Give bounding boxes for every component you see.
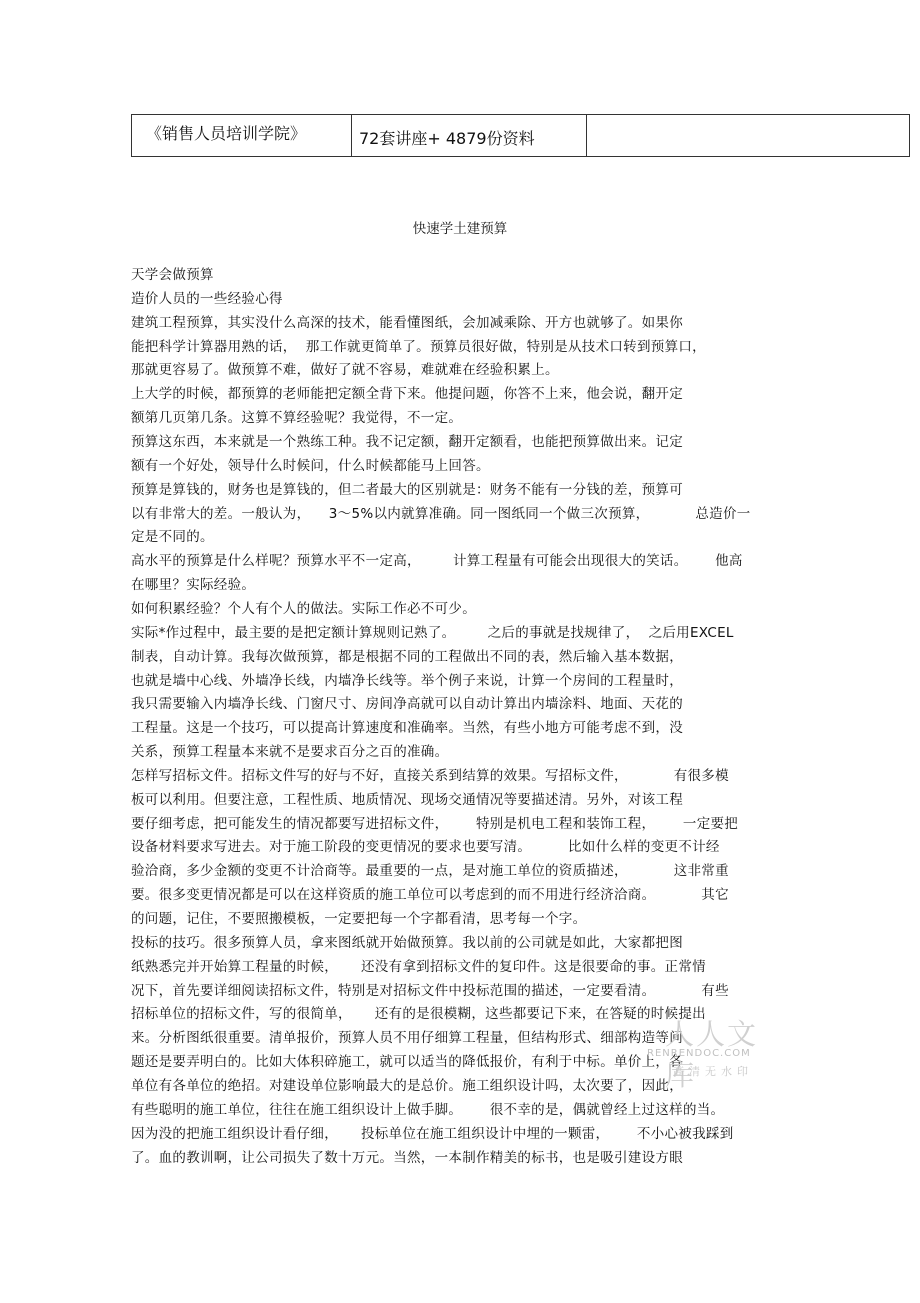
text-line: 以有非常大的差。一般认为， 3～5%以内就算准确。同一图纸同一个做三次预算， 总造价一 xyxy=(131,505,751,522)
text-line: 的问题，记住，不要照搬模板，一定要把每一个字都看清，思考每一个字。 xyxy=(131,911,587,927)
text-line: 额有一个好处，领导什么时候问，什么时候都能马上回答。 xyxy=(131,457,490,474)
document-title: 快速学土建预算 xyxy=(412,221,508,237)
text-line: 招标单位的招标文件，写的很简单， 还有的是很模糊，这些都要记下来，在答疑的时候提出 xyxy=(131,1006,706,1023)
text-line: 建筑工程预算，其实没什么高深的技术，能看懂图纸，会加减乘除、开方也就够了。如果你 xyxy=(131,314,683,331)
header-table xyxy=(131,114,910,157)
text-line: 预算是算钱的，财务也是算钱的，但二者最大的区别就是：财务不能有一分钱的差，预算可 xyxy=(131,481,683,498)
text-line: 在哪里？实际经验。 xyxy=(131,577,256,593)
text-line: 那就更容易了。做预算不难，做好了就不容易，难就难在经验积累上。 xyxy=(131,362,559,379)
text-line: 板可以利用。但要注意，工程性质、地质情况、现场交通情况等要描述清。另外，对该工程 xyxy=(131,791,683,808)
text-line: 也就是墙中心线、外墙净长线，内墙净长线等。举个例子来说，计算一个房间的工程量时， xyxy=(131,672,683,689)
text-line: 要仔细考虑，把可能发生的情况都要写进招标文件， 特别是机电工程和装饰工程， 一定要把 xyxy=(131,815,739,832)
text-line: 定是不同的。 xyxy=(131,529,214,546)
watermark-main-text: 人人文库 xyxy=(665,1017,759,1092)
text-line: 要。很多变更情况都是可以在这样资质的施工单位可以考虑到的而不用进行经济洽商。 其它 xyxy=(131,887,729,904)
watermark-url: RENRENDOC.COM xyxy=(647,1048,751,1059)
text-line: 况下，首先要详细阅读招标文件，特别是对招标文件中投标范围的描述，一定要看清。 有些 xyxy=(131,982,729,999)
text-line: 如何积累经验？个人有个人的做法。实际工作必不可少。 xyxy=(131,600,476,617)
text-line: 实际*作过程中，最主要的是把定额计算规则记熟了。 之后的事就是找规律了， 之后用EXCEL xyxy=(131,624,734,641)
text-line: 额第几页第几条。这算不算经验呢？我觉得，不一定。 xyxy=(131,410,463,427)
text-line: 我只需要输入内墙净长线、门窗尺寸、房间净高就可以自动计算出内墙涂料、地面、天花的 xyxy=(131,696,683,713)
text-line: 因为没的把施工组织设计看仔细， 投标单位在施工组织设计中埋的一颗雷， 不小心被我踩到 xyxy=(131,1125,734,1142)
header-cell-empty xyxy=(586,115,909,156)
text-line: 有些聪明的施工单位，往往在施工组织设计上做手脚。 很不幸的是，偶就曾经上过这样的当。 xyxy=(131,1101,725,1118)
text-line: 题还是要弄明白的。比如大体积碎施工，就可以适当的降低报价，有利于中标。单价上，各 xyxy=(131,1054,683,1071)
text-line: 了。血的教训啊，让公司损失了数十万元。当然，一本制作精美的标书，也是吸引建设方眼 xyxy=(131,1149,683,1166)
text-line: 怎样写招标文件。招标文件写的好与不好，直接关系到结算的效果。写招标文件， 有很多模 xyxy=(131,767,729,784)
text-line: 来。分析图纸很重要。清单报价，预算人员不用仔细算工程量，但结构形式、细部构造等问 xyxy=(131,1030,683,1047)
text-line: 造价人员的一些经验心得 xyxy=(131,290,283,307)
text-line: 天学会做预算 xyxy=(131,267,214,283)
watermark-logo xyxy=(645,1012,785,1092)
text-line: 预算这东西，本来就是一个熟练工种。我不记定额，翻开定额看，也能把预算做出来。记定 xyxy=(131,434,683,450)
text-line: 单位有各单位的绝招。对建设单位影响最大的是总价。施工组织设计吗，太次要了，因此， xyxy=(131,1077,683,1094)
text-line: 设备材料要求写进去。对于施工阶段的变更情况的要求也要写清。 比如什么样的变更不计经 xyxy=(131,839,720,856)
text-line: 投标的技巧。很多预算人员，拿来图纸就开始做预算。我以前的公司就是如此，大家都把图 xyxy=(131,934,683,951)
text-line: 能把科学计算器用熟的话， 那工作就更简单了。预算员很好做，特别是从技术口转到预算口， xyxy=(131,338,706,355)
text-line: 验洽商，多少金额的变更不计洽商等。最重要的一点，是对施工单位的资质描述， 这非常重 xyxy=(131,863,729,880)
text-line: 工程量。这是一个技巧，可以提高计算速度和准确率。当然，有些小地方可能考虑不到，没 xyxy=(131,720,683,737)
watermark-subtext: 高清无水印 xyxy=(673,1065,753,1078)
text-line: 制表，自动计算。我每次做预算，都是根据不同的工程做出不同的表，然后输入基本数据， xyxy=(131,648,683,665)
text-line: 纸熟悉完并开始算工程量的时候， 还没有拿到招标文件的复印件。这是很要命的事。正常情 xyxy=(131,958,706,975)
text-line: 高水平的预算是什么样呢？预算水平不一定高， 计算工程量有可能会出现很大的笑话。 他高 xyxy=(131,553,743,570)
text-line: 上大学的时候，都预算的老师能把定额全背下来。他提问题，你答不上来，他会说，翻开定 xyxy=(131,386,683,403)
header-cell-contents: 72套讲座+ 4879份资料 xyxy=(351,115,586,156)
header-cell-series: 《销售人员培训学院》 xyxy=(146,124,307,143)
text-line: 关系，预算工程量本来就不是要求百分之百的准确。 xyxy=(131,744,449,760)
